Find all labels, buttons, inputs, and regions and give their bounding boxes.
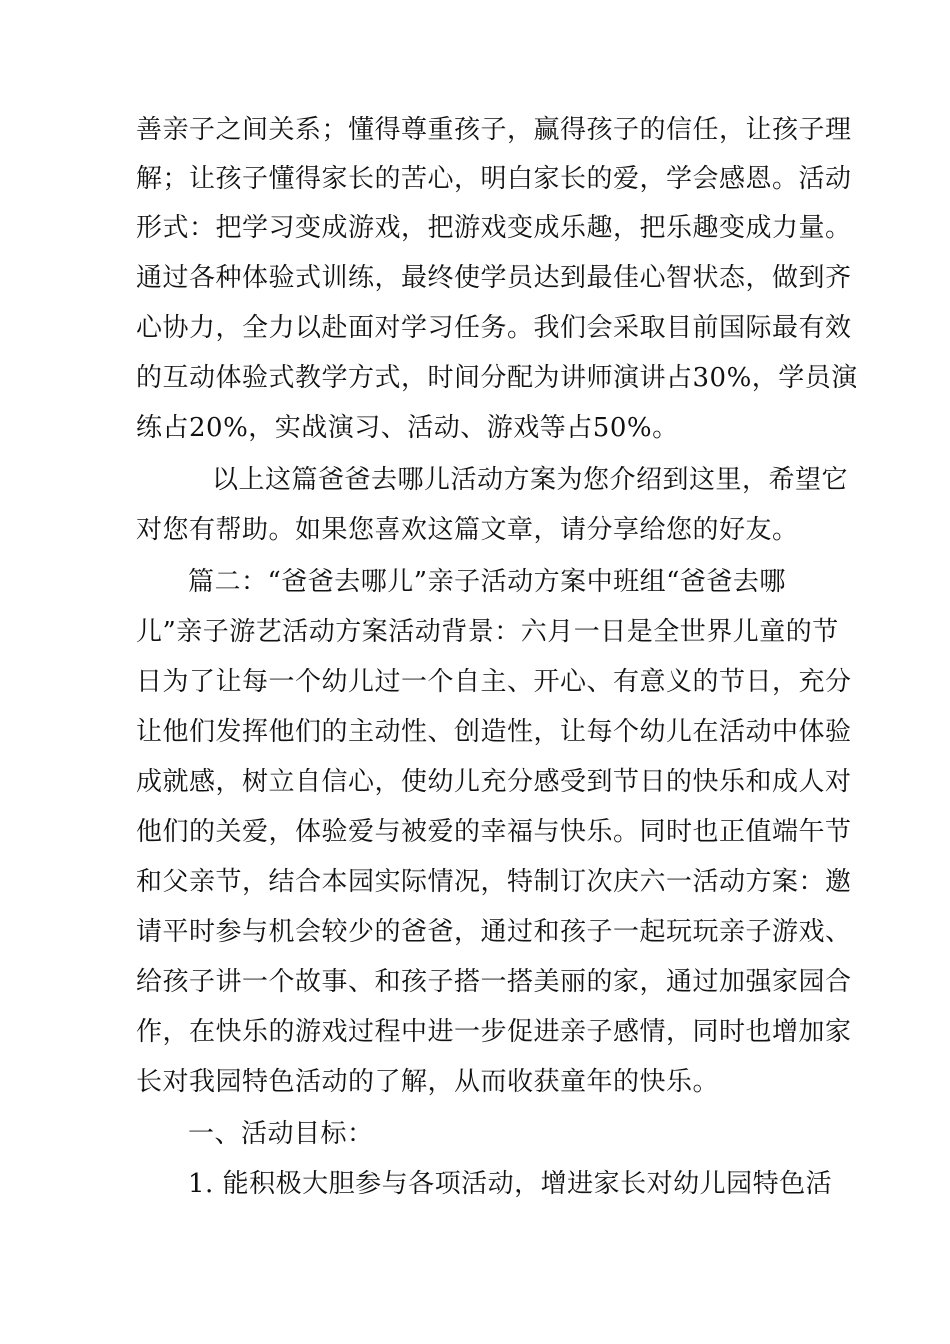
text-line: 练占20%，实战演习、活动、游戏等占50%。: [136, 413, 679, 443]
text-line: 和父亲节，结合本园实际情况，特制订次庆六一活动方案：邀: [136, 867, 852, 897]
text-line: 日为了让每一个幼儿过一个自主、开心、有意义的节日，充分: [136, 667, 852, 697]
text-line: 作，在快乐的游戏过程中进一步促进亲子感情，同时也增加家: [136, 1017, 852, 1047]
text-line: 请平时参与机会较少的爸爸，通过和孩子一起玩玩亲子游戏、: [136, 917, 852, 947]
text-line: 通过各种体验式训练，最终使学员达到最佳心智状态，做到齐: [136, 263, 852, 293]
text-line: 心协力，全力以赴面对学习任务。我们会采取目前国际最有效: [136, 313, 852, 343]
text-line: 善亲子之间关系；懂得尊重孩子，赢得孩子的信任，让孩子理: [136, 115, 852, 145]
text-line: 长对我园特色活动的了解，从而收获童年的快乐。: [136, 1067, 720, 1097]
text-line: 成就感，树立自信心，使幼儿充分感受到节日的快乐和成人对: [136, 767, 852, 797]
list-item: 1. 能积极大胆参与各项活动，增进家长对幼儿园特色活: [188, 1169, 833, 1199]
text-line: 篇二：“爸爸去哪儿”亲子活动方案中班组“爸爸去哪: [188, 567, 786, 597]
text-line: 以上这篇爸爸去哪儿活动方案为您介绍到这里，希望它: [212, 465, 849, 495]
section-heading: 一、活动目标：: [188, 1119, 374, 1149]
text-line: 他们的关爱，体验爱与被爱的幸福与快乐。同时也正值端午节: [136, 817, 852, 847]
text-line: 让他们发挥他们的主动性、创造性，让每个幼儿在活动中体验: [136, 717, 852, 747]
text-line: 的互动体验式教学方式，时间分配为讲师演讲占30%，学员演: [136, 363, 858, 393]
text-line: 解；让孩子懂得家长的苦心，明白家长的爱，学会感恩。活动: [136, 164, 852, 194]
text-line: 儿”亲子游艺活动方案活动背景：六月一日是全世界儿童的节: [136, 617, 839, 647]
text-line: 形式：把学习变成游戏，把游戏变成乐趣，把乐趣变成力量。: [136, 213, 852, 243]
text-line: 对您有帮助。如果您喜欢这篇文章，请分享给您的好友。: [136, 515, 799, 545]
text-line: 给孩子讲一个故事、和孩子搭一搭美丽的家，通过加强家园合: [136, 967, 852, 997]
